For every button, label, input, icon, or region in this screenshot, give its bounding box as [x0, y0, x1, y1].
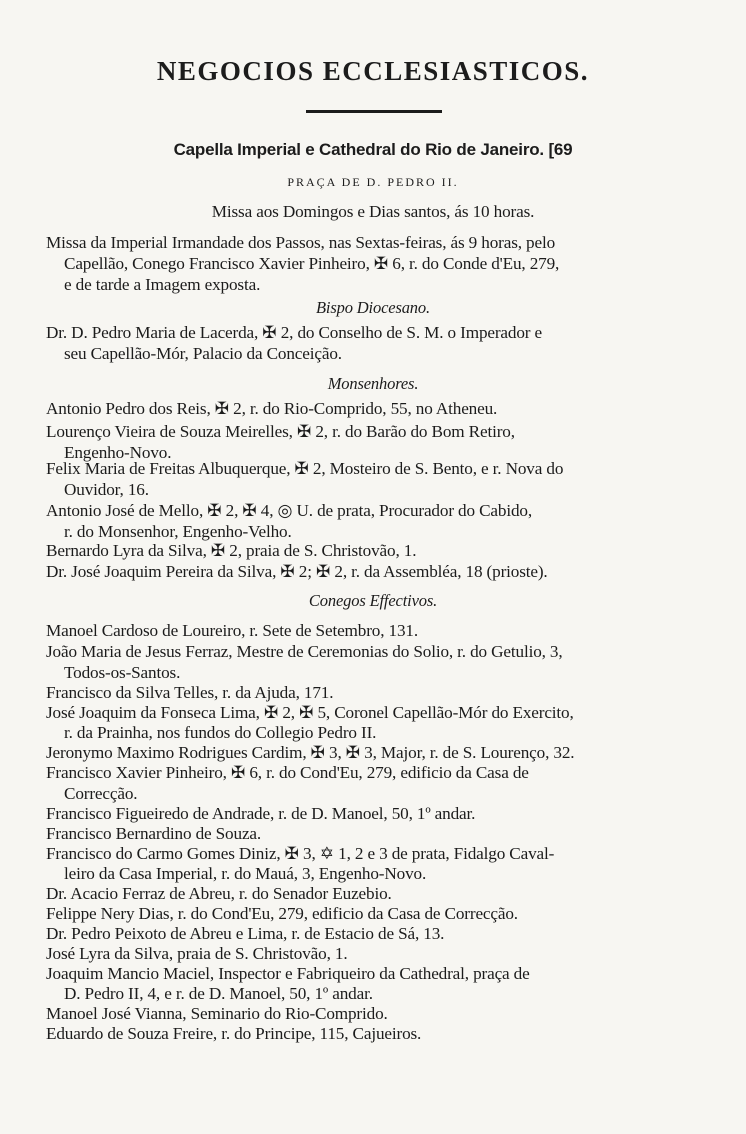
- text-line: Felippe Nery Dias, r. do Cond'Eu, 279, edificio da Casa de Correcção.: [46, 904, 518, 923]
- text-line: Francisco da Silva Telles, r. da Ajuda, 171.: [46, 683, 334, 702]
- text-line: seu Capellão-Mór, Palacio da Conceição.: [64, 344, 342, 363]
- text-line: Manoel Cardoso de Loureiro, r. Sete de Setembro, 131.: [46, 621, 418, 640]
- text-line: Francisco Bernardino de Souza.: [46, 824, 262, 843]
- text-line: Engenho-Novo.: [64, 443, 172, 462]
- page-title: NEGOCIOS ECCLESIASTICOS.: [156, 56, 590, 86]
- text-line: Dr. D. Pedro Maria de Lacerda, ✠ 2, do Conselho de S. M. o Imperador e: [46, 323, 543, 342]
- text-line: Todos-os-Santos.: [64, 663, 181, 682]
- text-line: Francisco Xavier Pinheiro, ✠ 6, r. do Cond'Eu, 279, edificio da Casa de: [46, 763, 529, 782]
- text-line: Felix Maria de Freitas Albuquerque, ✠ 2, Mosteiro de S. Bento, e r. Nova do: [46, 459, 564, 478]
- text-line: e de tarde a Imagem exposta.: [64, 275, 261, 294]
- text-line: Manoel José Vianna, Seminario do Rio-Comprido.: [46, 1004, 388, 1023]
- text-line: Francisco do Carmo Gomes Diniz, ✠ 3, ✡ 1, 2 e 3 de prata, Fidalgo Caval-: [46, 844, 555, 863]
- section-subtitle: Capella Imperial e Cathedral do Rio de Janeiro. [69: [173, 140, 573, 159]
- text-line: Dr. Acacio Ferraz de Abreu, r. do Senador Euzebio.: [46, 884, 392, 903]
- title-rule: [306, 110, 442, 113]
- text-line: Missa aos Domingos e Dias santos, ás 10 horas.: [211, 202, 535, 221]
- text-line: Bernardo Lyra da Silva, ✠ 2, praia de S. Christovão, 1.: [46, 541, 417, 560]
- text-line: Eduardo de Souza Freire, r. do Principe, 115, Cajueiros.: [46, 1024, 422, 1043]
- text-line: Antonio José de Mello, ✠ 2, ✠ 4, ◎ U. de prata, Procurador do Cabido,: [46, 501, 532, 520]
- text-line: Capellão, Conego Francisco Xavier Pinheiro, ✠ 6, r. do Conde d'Eu, 279,: [64, 254, 560, 273]
- text-line: Joaquim Mancio Maciel, Inspector e Fabriqueiro da Cathedral, praça de: [46, 964, 530, 983]
- text-line: Jeronymo Maximo Rodrigues Cardim, ✠ 3, ✠ 3, Major, r. de S. Lourenço, 32.: [46, 743, 575, 762]
- text-line: Missa da Imperial Irmandade dos Passos, nas Sextas-feiras, ás 9 horas, pelo: [46, 233, 556, 252]
- section-heading: Bispo Diocesano.: [315, 298, 430, 317]
- text-line: José Joaquim da Fonseca Lima, ✠ 2, ✠ 5, Coronel Capellão-Mór do Exercito,: [46, 703, 574, 722]
- text-line: Antonio Pedro dos Reis, ✠ 2, r. do Rio-Comprido, 55, no Atheneu.: [46, 399, 498, 418]
- section-heading: Conegos Effectivos.: [308, 591, 438, 610]
- text-line: João Maria de Jesus Ferraz, Mestre de Ceremonias do Solio, r. do Getulio, 3,: [46, 642, 563, 661]
- text-line: r. do Monsenhor, Engenho-Velho.: [64, 522, 292, 541]
- text-line: Dr. José Joaquim Pereira da Silva, ✠ 2; ✠ 2, r. da Assembléa, 18 (prioste).: [46, 562, 548, 581]
- text-line: Dr. Pedro Peixoto de Abreu e Lima, r. de Estacio de Sá, 13.: [46, 924, 445, 943]
- text-line: r. da Prainha, nos fundos do Collegio Pedro II.: [64, 723, 377, 742]
- section-heading: Monsenhores.: [327, 374, 419, 393]
- text-line: Correcção.: [64, 784, 138, 803]
- text-line: Ouvidor, 16.: [64, 480, 149, 499]
- text-line: Lourenço Vieira de Souza Meirelles, ✠ 2, r. do Barão do Bom Retiro,: [46, 422, 515, 441]
- text-line: Francisco Figueiredo de Andrade, r. de D. Manoel, 50, 1º andar.: [46, 804, 476, 823]
- place-caption: PRAÇA DE D. PEDRO II.: [287, 175, 459, 189]
- text-line: José Lyra da Silva, praia de S. Christovão, 1.: [46, 944, 348, 963]
- text-line: D. Pedro II, 4, e r. de D. Manoel, 50, 1º andar.: [64, 984, 373, 1003]
- text-line: leiro da Casa Imperial, r. do Mauá, 3, Engenho-Novo.: [64, 864, 427, 883]
